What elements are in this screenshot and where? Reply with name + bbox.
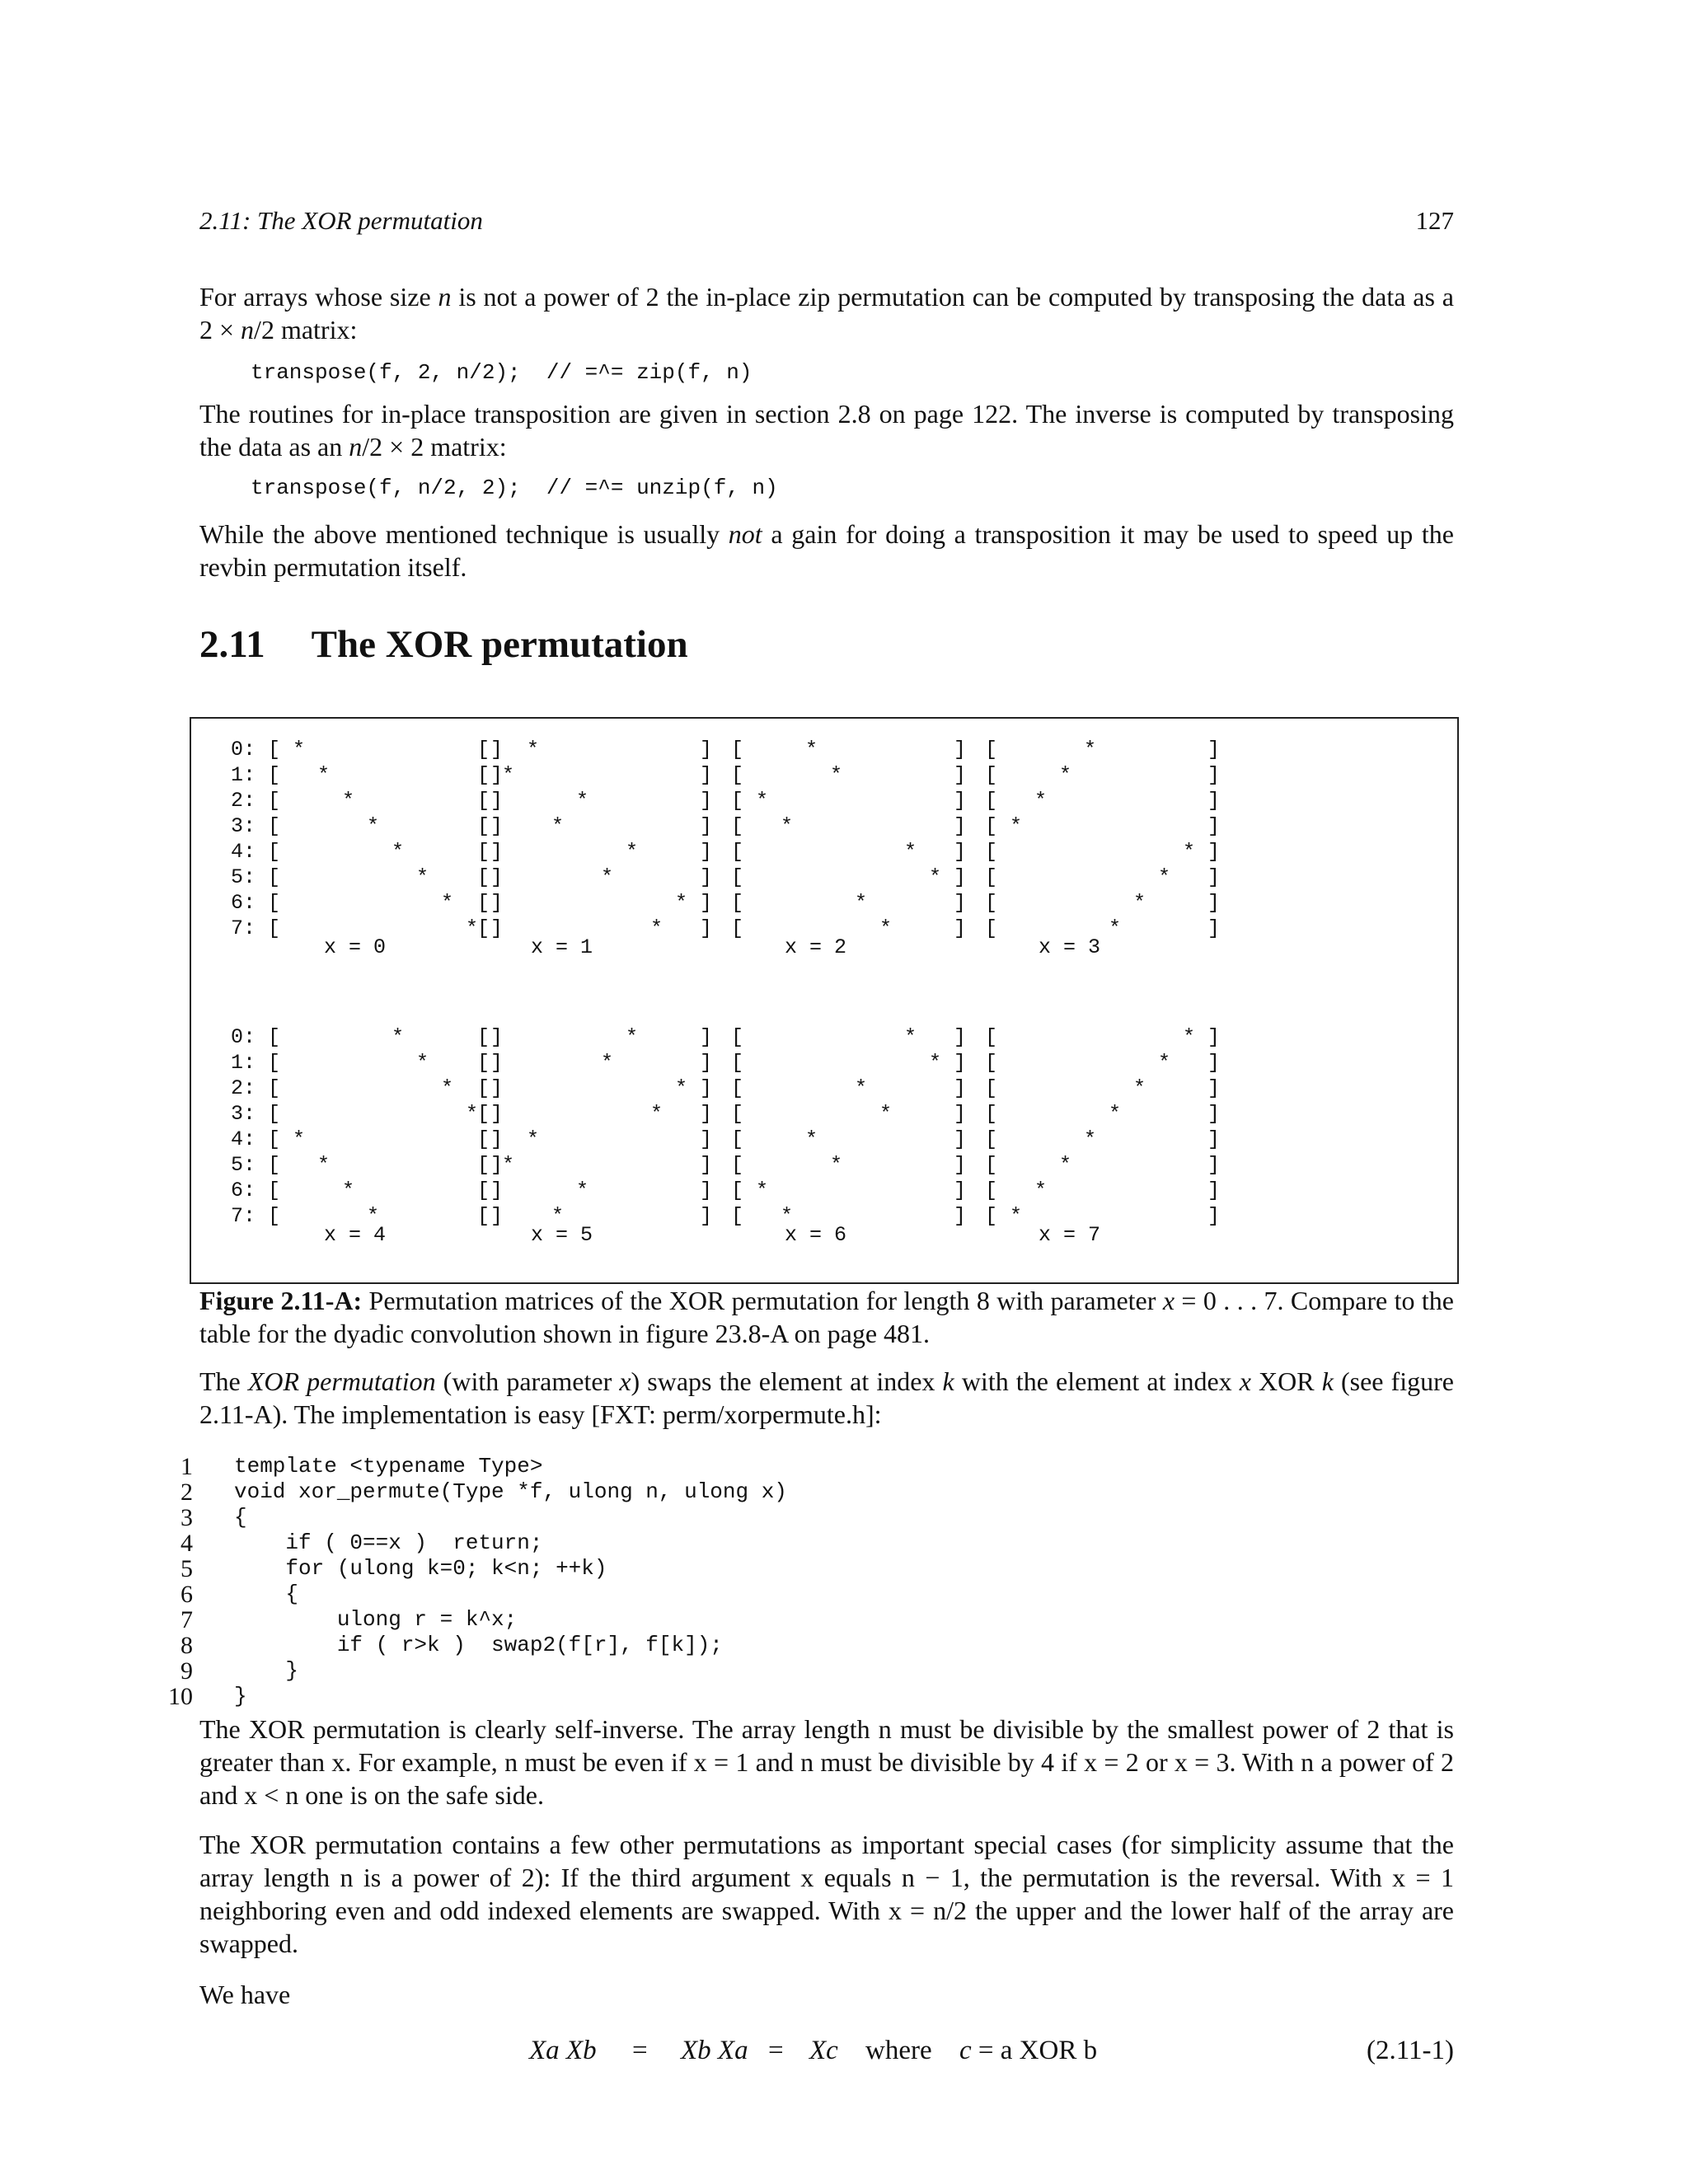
intro-paragraph-1: For arrays whose size n is not a power of 2 the in-place zip permutation can be computed by transposing the data as a 2 × n/2 matrix: — [199, 282, 1455, 344]
figure-xor-permutation-matrices — [190, 717, 1459, 1284]
matrix-row: [ * ] — [731, 1102, 967, 1126]
line-number: 2 — [181, 1479, 193, 1506]
permutation-matrix-label: x = 5 — [531, 1223, 593, 1247]
matrix-row: [ * ] — [985, 1204, 1221, 1228]
code-line — [165, 1582, 787, 1607]
equation-number: (2.11-1) — [1367, 2036, 1454, 2065]
matrix-row: 6: [ * ] — [231, 1179, 504, 1202]
equation-equals-1: = — [632, 2036, 648, 2065]
matrix-row: [ * ] — [731, 1076, 967, 1100]
matrix-row: 4: [ * ] — [231, 840, 504, 864]
matrix-row: [ * ] — [731, 789, 967, 813]
matrix-row: [ * ] — [985, 865, 1221, 889]
code-line — [165, 1505, 787, 1530]
matrix-row: [ * ] — [477, 1051, 713, 1075]
section-title: The XOR permutation — [311, 623, 688, 666]
matrix-row: [ * ] — [985, 763, 1221, 787]
matrix-row: 7: [ * ] — [231, 916, 504, 940]
code-line — [165, 1658, 787, 1684]
code-text: { — [234, 1505, 247, 1530]
matrix-row: 4: [ * ] — [231, 1127, 504, 1151]
matrix-row: [ * ] — [477, 738, 713, 762]
code-line — [165, 1607, 787, 1633]
line-number: 8 — [181, 1632, 193, 1659]
matrix-row: 6: [ * ] — [231, 891, 504, 915]
body-paragraph-xor-definition: The XOR permutation (with parameter x) swaps the element at index k with the element at index x XOR k (see figure 2.11-A). The implementation is easy [FXT: perm/xorpermute.h]: — [199, 1366, 1454, 1429]
equation-condition: c = a XOR b — [959, 2036, 1098, 2065]
matrix-row: [ * ] — [985, 1127, 1221, 1151]
permutation-matrix-x-6 — [731, 1024, 966, 1229]
matrix-row: 0: [ * ] — [231, 1025, 504, 1049]
permutation-matrix-x-1 — [477, 737, 712, 941]
page-number: 127 — [1415, 206, 1454, 235]
equation-rhs-2: Xc — [809, 2036, 838, 2065]
body-paragraph-we-have: We have — [199, 1980, 291, 2009]
code-text: ulong r = k^x; — [234, 1607, 518, 1632]
code-text: if ( 0==x ) return; — [234, 1530, 543, 1555]
permutation-matrix-label: x = 3 — [1039, 935, 1101, 959]
code-text: { — [234, 1582, 299, 1606]
matrix-row: 1: [ * ] — [231, 1051, 504, 1075]
matrix-row: 1: [ * ] — [231, 763, 504, 787]
line-number: 3 — [181, 1504, 193, 1531]
matrix-row: [ * ] — [477, 1153, 713, 1177]
permutation-matrix-label: x = 7 — [1039, 1223, 1101, 1247]
line-number: 5 — [181, 1555, 193, 1582]
code-text: } — [234, 1684, 247, 1708]
matrix-row: [ * ] — [477, 1025, 713, 1049]
intro-paragraph-2: The routines for in-place transposition are given in section 2.8 on page 122. The inverse is computed by transposing the data as an n/2 × 2 matrix: — [199, 399, 1454, 462]
matrix-row: [ * ] — [477, 1076, 713, 1100]
code-text: for (ulong k=0; k<n; ++k) — [234, 1556, 607, 1581]
code-listing-xor-permute — [165, 1454, 787, 1709]
matrix-row: [ * ] — [731, 1127, 967, 1151]
code-transpose-unzip: transpose(f, n/2, 2); // =^= unzip(f, n) — [251, 476, 778, 500]
matrix-row: [ * ] — [731, 814, 967, 838]
matrix-row: [ * ] — [477, 916, 713, 940]
code-line — [165, 1633, 787, 1658]
permutation-matrix-x-7 — [985, 1024, 1220, 1229]
header-section-title: 2.11: The XOR permutation — [199, 206, 483, 235]
running-header — [199, 204, 1454, 237]
figure-caption: Figure 2.11-A: Permutation matrices of the XOR permutation for length 8 with parameter x = 0 . . . 7. Compare to the table for the dyadic convolution shown in figure 23.8-A on page 481. — [199, 1286, 1455, 1348]
permutation-matrix-x-4 — [231, 1024, 503, 1229]
equation-2-11-1 — [199, 2032, 1454, 2069]
matrix-row: [ * ] — [731, 1179, 967, 1202]
permutation-matrix-label: x = 4 — [324, 1223, 387, 1247]
matrix-row: [ * ] — [985, 1025, 1221, 1049]
line-number: 10 — [168, 1683, 193, 1710]
matrix-row: 2: [ * ] — [231, 1076, 504, 1100]
permutation-matrix-x-2 — [731, 737, 966, 941]
intro-paragraph-3: While the above mentioned technique is usually not a gain for doing a transposition it may be used to speed up the revbin permutation itself. — [199, 519, 1455, 582]
permutation-matrix-x-0 — [231, 737, 503, 941]
matrix-row: [ * ] — [985, 814, 1221, 838]
matrix-row: 7: [ * ] — [231, 1204, 504, 1228]
matrix-row: [ * ] — [731, 840, 967, 864]
equation-where: where — [865, 2036, 932, 2065]
matrix-row: [ * ] — [477, 1102, 713, 1126]
permutation-matrix-x-3 — [985, 737, 1220, 941]
matrix-row: [ * ] — [477, 763, 713, 787]
matrix-row: [ * ] — [985, 891, 1221, 915]
permutation-matrix-label: x = 6 — [785, 1223, 847, 1247]
code-text: template <typename Type> — [234, 1454, 543, 1479]
code-line — [165, 1556, 787, 1582]
line-number: 7 — [181, 1606, 193, 1633]
matrix-row: [ * ] — [731, 1153, 967, 1177]
matrix-row: [ * ] — [477, 814, 713, 838]
equation-rhs-1: Xb Xa — [681, 2036, 748, 2065]
permutation-matrix-x-5 — [477, 1024, 712, 1229]
line-number: 9 — [181, 1657, 193, 1685]
matrix-row: [ * ] — [731, 738, 967, 762]
matrix-row: [ * ] — [477, 789, 713, 813]
code-text: } — [234, 1658, 299, 1683]
permutation-matrix-label: x = 2 — [785, 935, 847, 959]
matrix-row: [ * ] — [985, 1076, 1221, 1100]
line-number: 4 — [181, 1530, 193, 1557]
matrix-row: [ * ] — [985, 840, 1221, 864]
matrix-row: [ * ] — [477, 1204, 713, 1228]
code-text: if ( r>k ) swap2(f[r], f[k]); — [234, 1633, 723, 1657]
matrix-row: [ * ] — [731, 865, 967, 889]
matrix-row: [ * ] — [731, 1204, 967, 1228]
matrix-row: [ * ] — [985, 738, 1221, 762]
body-paragraph-self-inverse: The XOR permutation is clearly self-inverse. The array length n must be divisible by the smallest power of 2 that is greater than x. For example, n must be even if x = 1 and n must be divisible by 4 if x = 2 or x = 3. With n a power of 2 and x < n one is on the safe side. — [199, 1714, 1454, 1810]
code-text: void xor_permute(Type *f, ulong n, ulong x) — [234, 1479, 787, 1504]
matrix-row: [ * ] — [731, 916, 967, 940]
matrix-row: 3: [ * ] — [231, 1102, 504, 1126]
code-line — [165, 1479, 787, 1505]
matrix-row: 5: [ * ] — [231, 865, 504, 889]
body-paragraph-special-cases: The XOR permutation contains a few other permutations as important special cases (for simplicity assume that the array length n is a power of 2): If the third argument x equals n − 1, the permutation is the reversal. With x = 1 neighboring even and odd indexed elements are swapped. With x = n/2 the upper and the lower half of the array are swapped. — [199, 1830, 1454, 1958]
line-number: 1 — [181, 1453, 193, 1480]
matrix-row: [ * ] — [985, 916, 1221, 940]
section-heading — [199, 620, 688, 669]
matrix-row: [ * ] — [985, 1051, 1221, 1075]
code-transpose-zip: transpose(f, 2, n/2); // =^= zip(f, n) — [251, 360, 753, 385]
matrix-row: [ * ] — [985, 1102, 1221, 1126]
matrix-row: [ * ] — [477, 840, 713, 864]
matrix-row: [ * ] — [985, 1153, 1221, 1177]
matrix-row: 5: [ * ] — [231, 1153, 504, 1177]
matrix-row: [ * ] — [477, 1179, 713, 1202]
matrix-row: [ * ] — [477, 1127, 713, 1151]
matrix-row: 0: [ * ] — [231, 738, 504, 762]
code-line — [165, 1454, 787, 1479]
code-line — [165, 1530, 787, 1556]
matrix-row: [ * ] — [731, 1051, 967, 1075]
matrix-row: 2: [ * ] — [231, 789, 504, 813]
matrix-row: [ * ] — [731, 891, 967, 915]
permutation-matrix-label: x = 1 — [531, 935, 593, 959]
equation-equals-2: = — [768, 2036, 784, 2065]
matrix-row: 3: [ * ] — [231, 814, 504, 838]
line-number: 6 — [181, 1581, 193, 1608]
section-number: 2.11 — [199, 623, 265, 666]
permutation-matrix-label: x = 0 — [324, 935, 387, 959]
matrix-row: [ * ] — [731, 763, 967, 787]
equation-lhs: Xa Xb — [529, 2036, 597, 2065]
code-line — [165, 1684, 787, 1709]
matrix-row: [ * ] — [477, 865, 713, 889]
matrix-row: [ * ] — [985, 1179, 1221, 1202]
matrix-row: [ * ] — [477, 891, 713, 915]
matrix-row: [ * ] — [985, 789, 1221, 813]
matrix-row: [ * ] — [731, 1025, 967, 1049]
